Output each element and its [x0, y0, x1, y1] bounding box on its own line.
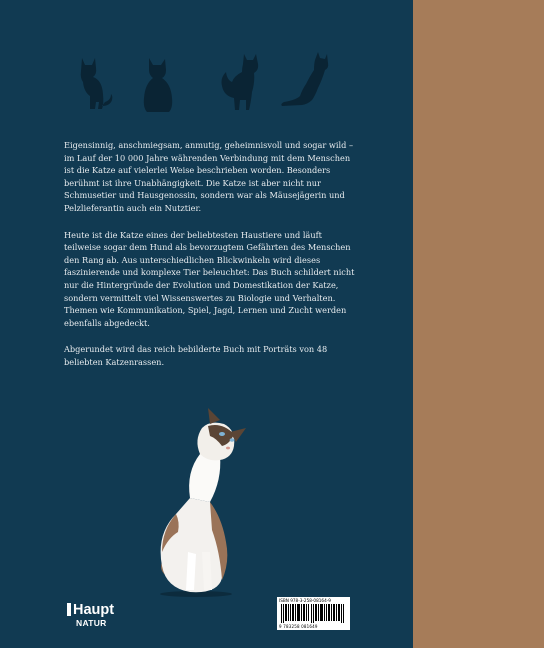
barcode [277, 597, 350, 630]
cat-silhouette-4 [278, 50, 334, 112]
blurb [64, 139, 360, 383]
cat-silhouette-1 [72, 56, 116, 112]
barcode-digits: 9 783258 081649 [279, 624, 318, 629]
blurb-paragraph-1: Eigensinnig, anschmiegsam, anmutig, geheimnisvoll und sogar wild – im Lauf der 10 000 Jahre währenden Verbindung mit dem Menschen ist die Katze auf vielerlei Weise beschrieben worden. Besonders berühmt ist ihre Unabhängigkeit. Die Katze ist aber nicht nur Schmusetier und Hausgenossin, sondern war als Mäusejägerin und Pelzlieferantin auch ein Nutztier. [64, 140, 354, 213]
publisher-logo [67, 602, 114, 628]
publisher-name-row [67, 602, 114, 618]
publisher-name: Haupt [73, 602, 115, 618]
barcode-bars [281, 604, 346, 623]
cat-silhouette-2 [138, 56, 178, 114]
isbn-label: ISBN 978-3-258-08164-9 [279, 598, 331, 603]
publisher-imprint: NATUR [76, 618, 107, 628]
cat-silhouette-3 [218, 52, 266, 112]
blurb-paragraph-3: Abgerundet wird das reich bebilderte Buch mit Porträts von 48 beliebten Katzenrassen. [64, 344, 328, 367]
sitting-cat-image [150, 402, 270, 597]
spine-panel [413, 0, 544, 648]
publisher-mark-icon [67, 603, 71, 616]
blurb-paragraph-2: Heute ist die Katze eines der beliebtesten Haustiere und läuft teilweise sogar dem Hund als bevorzugtem Gefährten des Menschen den Rang ab. Aus unterschiedlichen Blickwinkeln wird dieses faszinierende und komplexe Tier beleuchtet: Das Buch schildert nicht nur die Hintergründe der Evolution und Domestikation der Katze, sondern vermittelt viel Wissenswertes zu Biologie und Verhalten. Themen wie Kommunikation, Spiel, Jagd, Lernen und Zucht werden ebenfalls abgedeckt. [64, 229, 355, 328]
